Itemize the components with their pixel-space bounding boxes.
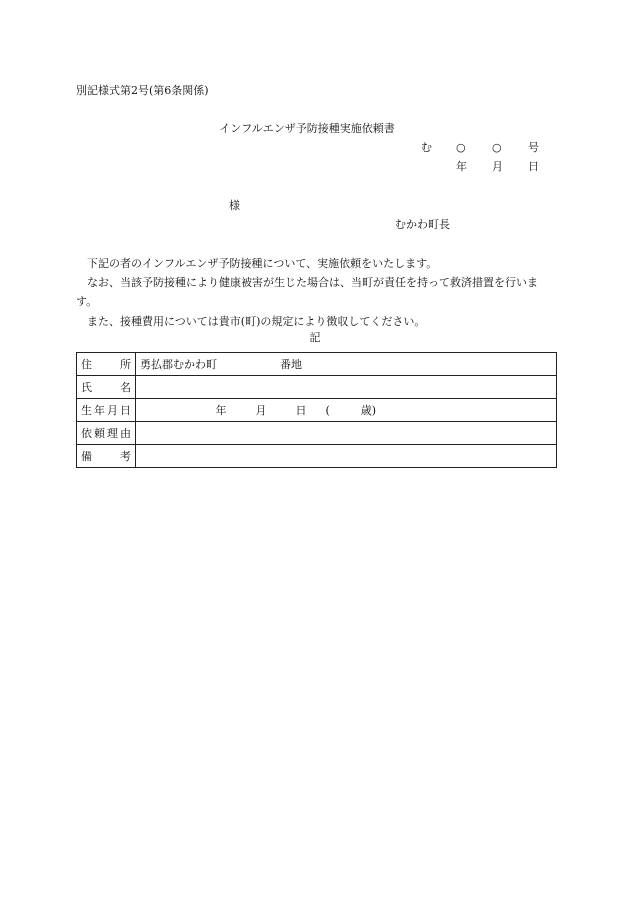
number-mark-1: ○: [456, 141, 466, 154]
number-suffix: 号: [528, 141, 539, 154]
table-row-remarks: [77, 445, 557, 468]
number-mark-2: ○: [492, 141, 502, 154]
date-month: 月: [492, 160, 503, 173]
date-day: 日: [528, 160, 539, 173]
sender-name: むかわ町長: [395, 218, 450, 231]
reason-value[interactable]: [136, 422, 557, 445]
table-row-reason: [77, 422, 557, 445]
birth-year: 年: [215, 404, 227, 417]
document-title: [0, 122, 630, 136]
birth-age-close: 歳): [360, 404, 377, 417]
address-suffix: 番地: [280, 358, 302, 371]
reason-label: 依頼理由: [77, 422, 136, 445]
table-row-address: [77, 353, 557, 376]
record-heading: 記: [309, 331, 321, 344]
birthdate-value[interactable]: [136, 399, 557, 422]
birth-age-open: (: [325, 404, 330, 417]
body-paragraph-3: また、接種費用については貴市(町)の規定により徴収してください。: [87, 315, 426, 328]
remarks-value[interactable]: [136, 445, 557, 468]
birth-month: 月: [255, 404, 267, 417]
remarks-label: 備考: [77, 445, 136, 468]
birth-day: 日: [295, 404, 307, 417]
address-value[interactable]: [136, 353, 557, 376]
number-prefix: む: [421, 141, 432, 154]
address-label: 住所: [77, 353, 136, 376]
name-value[interactable]: [136, 376, 557, 399]
record-table: [76, 352, 557, 468]
birthdate-label: 生年月日: [77, 399, 136, 422]
recipient-honorific: 様: [229, 199, 240, 212]
table-row-birthdate: [77, 399, 557, 422]
table-row-name: [77, 376, 557, 399]
body-paragraph-2: なお、当該予防接種により健康被害が生じた場合は、当町が責任を持って救済措置を行います。: [76, 276, 538, 308]
date-year: 年: [456, 160, 467, 173]
body-paragraph-1: 下記の者のインフルエンザ予防接種について、実施依頼をいたします。: [87, 257, 438, 270]
address-prefix: 勇払郡むかわ町: [140, 358, 217, 371]
form-number: 別記様式第2号(第6条関係): [76, 84, 209, 97]
document-title-text: インフルエンザ予防接種実施依頼書: [219, 122, 395, 135]
name-label: 氏名: [77, 376, 136, 399]
